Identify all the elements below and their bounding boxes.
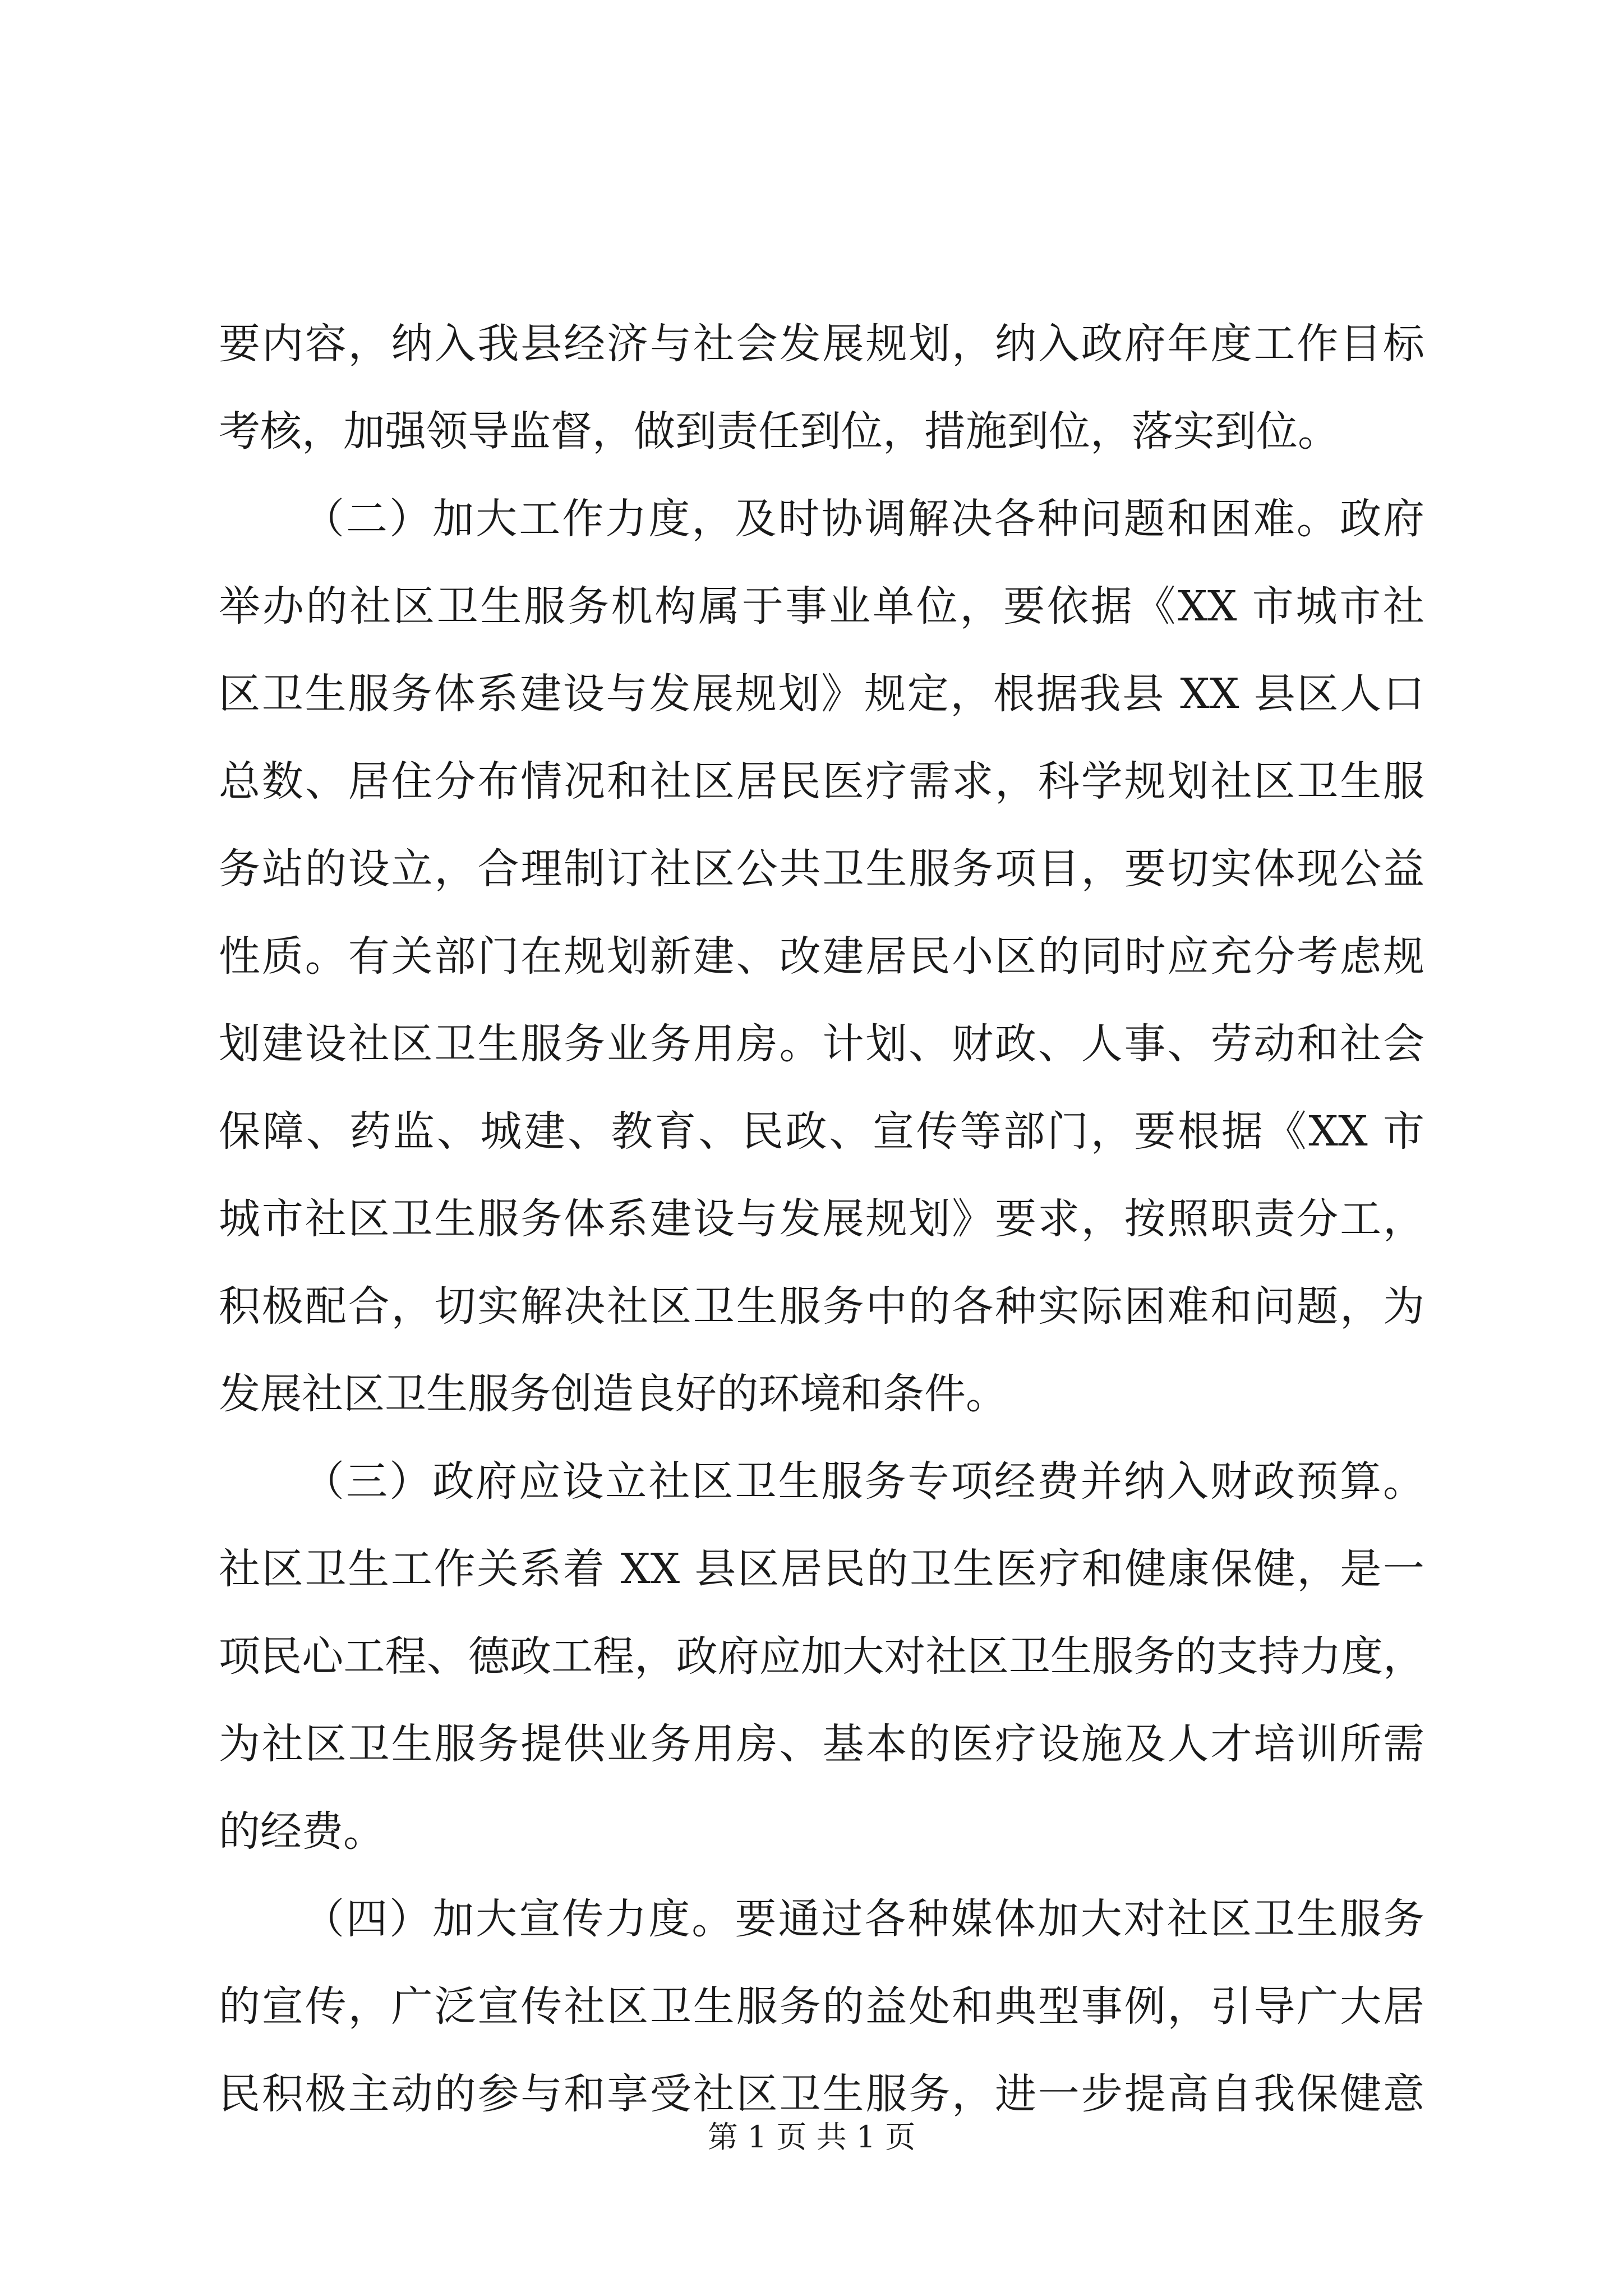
text-line: 保障、药监、城建、教育、民政、宣传等部门，要根据《XX 市: [219, 1107, 1424, 1156]
text-line: 的宣传，广泛宣传社区卫生服务的益处和典型事例，引导广大居: [219, 1982, 1424, 2031]
text-line: 积极配合，切实解决社区卫生服务中的各种实际困难和问题，为: [219, 1282, 1424, 1331]
text-line: 的经费。: [219, 1807, 385, 1856]
text-line: 务站的设立，合理制订社区公共卫生服务项目，要切实体现公益: [219, 845, 1424, 893]
text-line: 民积极主动的参与和享受社区卫生服务，进一步提高自我保健意: [219, 2070, 1424, 2118]
text-line: 总数、居住分布情况和社区居民医疗需求，科学规划社区卫生服: [219, 757, 1424, 806]
text-line: 性质。有关部门在规划新建、改建居民小区的同时应充分考虑规: [219, 932, 1424, 981]
text-line: 城市社区卫生服务体系建设与发展规划》要求，按照职责分工，: [219, 1195, 1424, 1243]
text-line: 为社区卫生服务提供业务用房、基本的医疗设施及人才培训所需: [219, 1720, 1424, 1768]
paragraph-start-line: （四）加大宣传力度。要通过各种媒体加大对社区卫生服务: [303, 1895, 1424, 1943]
paragraph-start-line: （三）政府应设立社区卫生服务专项经费并纳入财政预算。: [303, 1457, 1424, 1506]
paragraph-start-line: （二）加大工作力度，及时协调解决各种问题和困难。政府: [303, 495, 1424, 543]
text-line: 项民心工程、德政工程，政府应加大对社区卫生服务的支持力度，: [219, 1632, 1424, 1681]
document-body: [219, 300, 1424, 2138]
text-line: 举办的社区卫生服务机构属于事业单位，要依据《XX 市城市社: [219, 582, 1424, 631]
text-line: 考核，加强领导监督，做到责任到位，措施到位，落实到位。: [219, 407, 1339, 455]
page-footer: 第 1 页 共 1 页: [707, 2119, 916, 2155]
text-line: 要内容，纳入我县经济与社会发展规划，纳入政府年度工作目标: [219, 320, 1424, 368]
text-line: 划建设社区卫生服务业务用房。计划、财政、人事、劳动和社会: [219, 1020, 1424, 1068]
text-line: 社区卫生工作关系着 XX 县区居民的卫生医疗和健康保健，是一: [219, 1545, 1424, 1593]
text-line: 发展社区卫生服务创造良好的环境和条件。: [219, 1370, 1007, 1418]
text-line: 区卫生服务体系建设与发展规划》规定，根据我县 XX 县区人口: [219, 670, 1424, 718]
